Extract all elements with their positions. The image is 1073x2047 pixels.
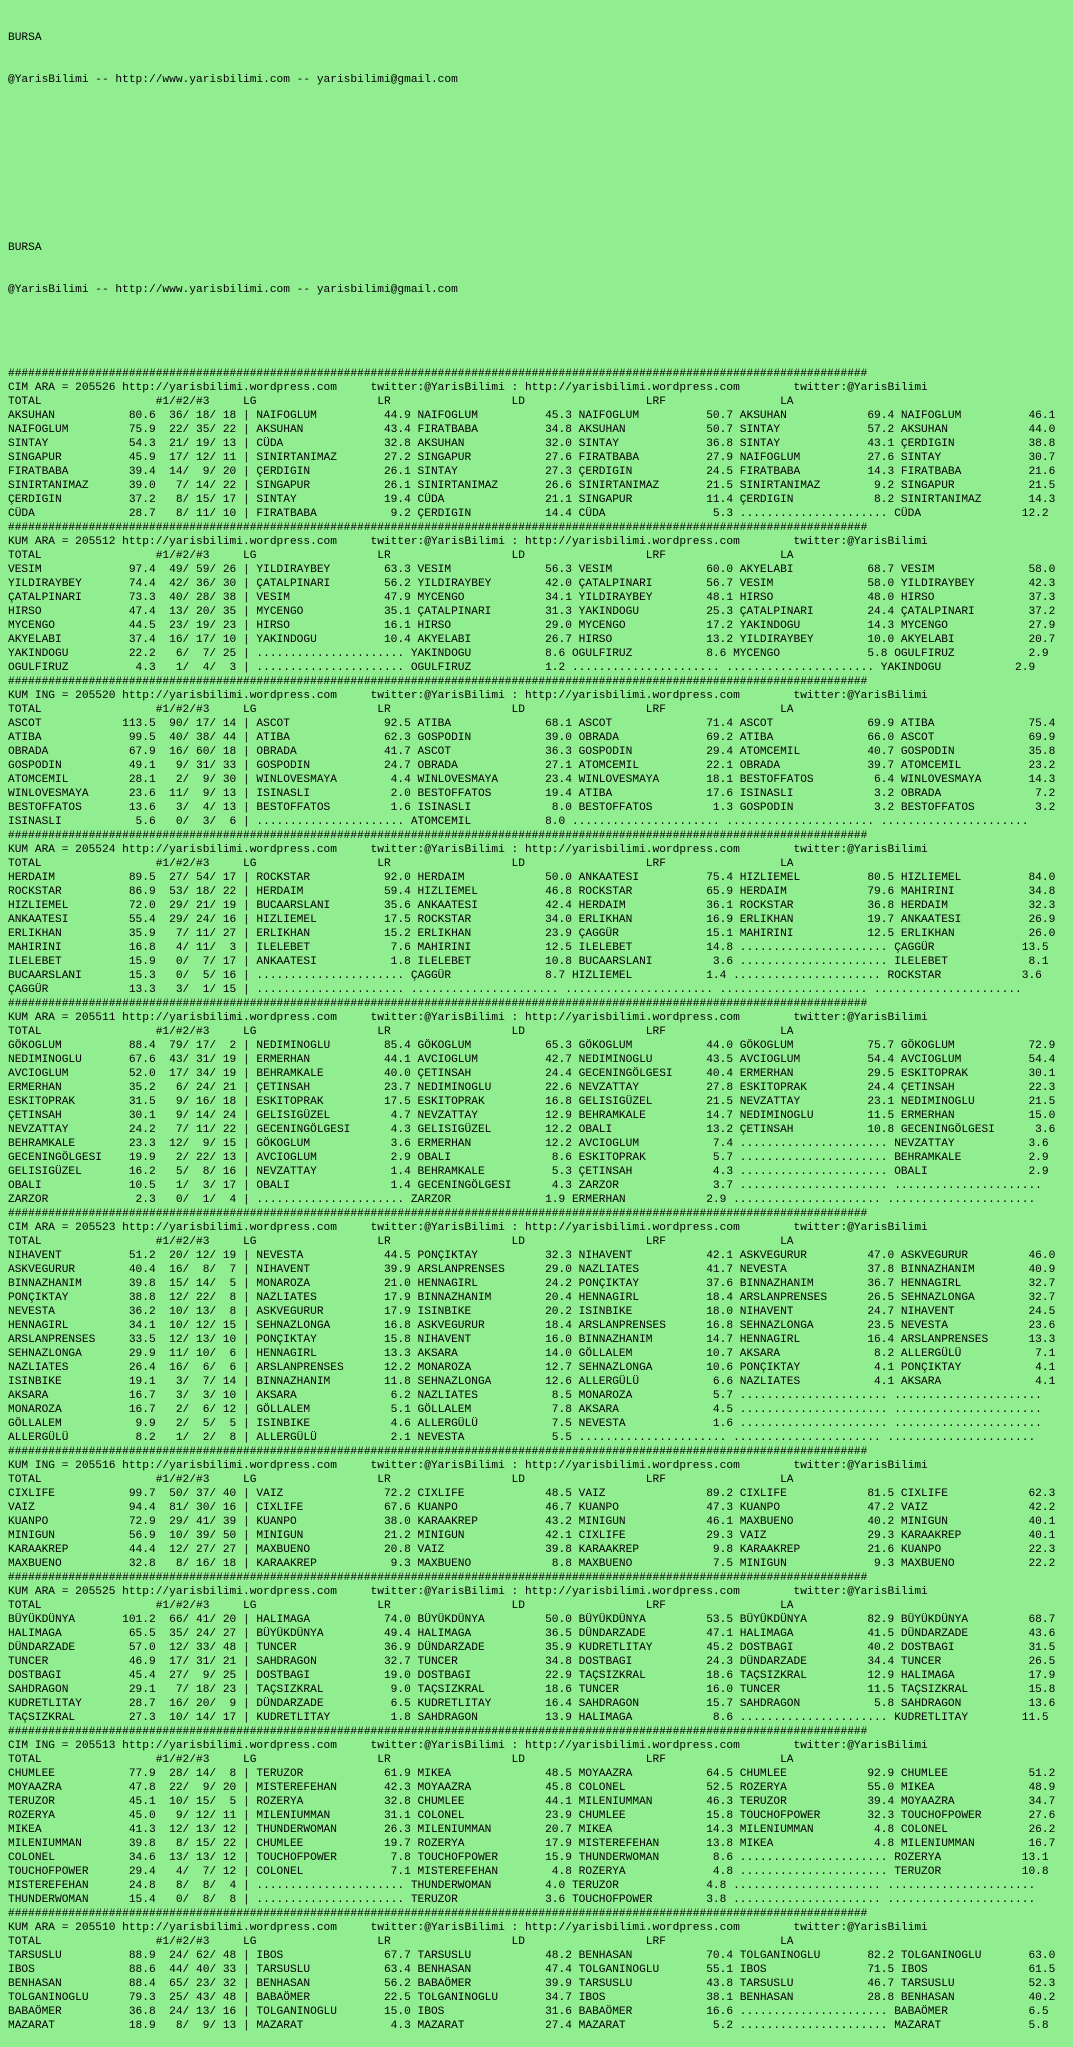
table-row: CHUMLEE 77.9 28/ 14/ 8 | TERUZOR 61.9 MIKEA 48.5 MOYAAZRA 64.5 CHUMLEE 92.9 CHUMLEE 51.2 bbox=[8, 1768, 1056, 1780]
table-row: FIRATBABA 39.4 14/ 9/ 20 | ÇERDIGIN 26.1 SINTAY 27.3 ÇERDIGIN 24.5 FIRATBABA 14.3 FIRATBABA 21.6 bbox=[8, 466, 1056, 478]
table-row: GÖKOGLUM 88.4 79/ 17/ 2 | NEDIMINOGLU 85.4 GÖKOGLUM 65.3 GÖKOGLUM 44.0 GÖKOGLUM 75.7 GÖKOGLUM 72.9 bbox=[8, 1040, 1056, 1052]
separator-line: ################################################################################################################################ bbox=[8, 522, 868, 534]
city-title: BURSA bbox=[8, 32, 42, 44]
table-row: HIRSO 47.4 13/ 20/ 35 | MYCENGO 35.1 ÇATALPINARI 31.3 YAKINDOGU 25.3 ÇATALPINARI 24.4 ÇATALPINARI 37.2 bbox=[8, 606, 1056, 618]
race-header: KUM ING = 205520 http://yarisbilimi.wordpress.com twitter:@YarisBilimi : http://yarisbilimi.wordpress.com twitter:@YarisBilimi bbox=[8, 690, 928, 702]
table-row: KUANPO 72.9 29/ 41/ 39 | KUANPO 38.0 KARAAKREP 43.2 MINIGUN 46.1 MAXBUENO 40.2 MINIGUN 40.1 bbox=[8, 1516, 1056, 1528]
race-header: KUM ING = 205516 http://yarisbilimi.wordpress.com twitter:@YarisBilimi : http://yarisbilimi.wordpress.com twitter:@YarisBilimi bbox=[8, 1460, 928, 1472]
table-row: OBALI 10.5 1/ 3/ 17 | OBALI 1.4 GECENINGÖLGESI 4.3 ZARZOR 3.7 ...................... ...................... bbox=[8, 1180, 1042, 1192]
table-row: BESTOFFATOS 13.6 3/ 4/ 13 | BESTOFFATOS 1.6 ISINASLI 8.0 BESTOFFATOS 1.3 GOSPODIN 3.2 BESTOFFATOS 3.2 bbox=[8, 802, 1056, 814]
table-row: CÜDA 28.7 8/ 11/ 10 | FIRATBABA 9.2 ÇERDIGIN 14.4 CÜDA 5.3 ...................... CÜDA 12.2 bbox=[8, 508, 1049, 520]
column-headers: TOTAL #1/#2/#3 LG LR LD LRF LA bbox=[8, 396, 794, 408]
table-row: AKSUHAN 80.6 36/ 18/ 18 | NAIFOGLUM 44.9 NAIFOGLUM 45.3 NAIFOGLUM 50.7 AKSUHAN 69.4 NAIFOGLUM 46.1 bbox=[8, 410, 1056, 422]
separator-line: ################################################################################################################################ bbox=[8, 1208, 868, 1220]
table-row: THUNDERWOMAN 15.4 0/ 8/ 8 | ...................... TERUZOR 3.6 TOUCHOFPOWER 3.8 ...................... ...................... bbox=[8, 1894, 1036, 1906]
table-row: KARAAKREP 44.4 12/ 27/ 27 | MAXBUENO 20.8 VAIZ 39.8 KARAAKREP 9.8 KARAAKREP 21.6 KUANPO 22.3 bbox=[8, 1544, 1056, 1556]
table-row: GOSPODIN 49.1 9/ 31/ 33 | GOSPODIN 24.7 OBRADA 27.1 ATOMCEMIL 22.1 OBRADA 39.7 ATOMCEMIL 23.2 bbox=[8, 760, 1056, 772]
separator-line: ################################################################################################################################ bbox=[8, 368, 868, 380]
table-row: ILELEBET 15.9 0/ 7/ 17 | ANKAATESI 1.8 ILELEBET 10.8 BUCAARSLANI 3.6 ...................... ILELEBET 8.1 bbox=[8, 956, 1049, 968]
table-row: AKSARA 16.7 3/ 3/ 10 | AKSARA 6.2 NAZLIATES 8.5 MONAROZA 5.7 ...................... ...................... bbox=[8, 1390, 1042, 1402]
column-headers: TOTAL #1/#2/#3 LG LR LD LRF LA bbox=[8, 1936, 794, 1948]
column-headers: TOTAL #1/#2/#3 LG LR LD LRF LA bbox=[8, 550, 794, 562]
column-headers: TOTAL #1/#2/#3 LG LR LD LRF LA bbox=[8, 1600, 794, 1612]
table-row: SINTAY 54.3 21/ 19/ 13 | CÜDA 32.8 AKSUHAN 32.0 SINTAY 36.8 SINTAY 43.1 ÇERDIGIN 38.8 bbox=[8, 438, 1056, 450]
table-row: ANKAATESI 55.4 29/ 24/ 16 | HIZLIEMEL 17.5 ROCKSTAR 34.0 ERLIKHAN 16.9 ERLIKHAN 19.7 ANKAATESI 26.9 bbox=[8, 914, 1056, 926]
table-row: ESKITOPRAK 31.5 9/ 16/ 18 | ESKITOPRAK 17.5 ESKITOPRAK 16.8 GELISIGÜZEL 21.5 NEVZATTAY 23.1 NEDIMINOGLU 21.5 bbox=[8, 1096, 1056, 1108]
race-header: CIM ARA = 205526 http://yarisbilimi.wordpress.com twitter:@YarisBilimi : http://yarisbilimi.wordpress.com twitter:@YarisBilimi bbox=[8, 382, 928, 394]
table-row: DOSTBAGI 45.4 27/ 9/ 25 | DOSTBAGI 19.0 DOSTBAGI 22.9 TAÇSIZKRAL 18.6 TAÇSIZKRAL 12.9 HALIMAGA 17.9 bbox=[8, 1670, 1056, 1682]
table-row: SEHNAZLONGA 29.9 11/ 10/ 6 | HENNAGIRL 13.3 AKSARA 14.0 GÖLLALEM 10.7 AKSARA 8.2 ALLERGÜLÜ 7.1 bbox=[8, 1348, 1056, 1360]
contact-line: @YarisBilimi -- http://www.yarisbilimi.com -- yarisbilimi@gmail.com bbox=[8, 284, 458, 296]
table-row: ISINASLI 5.6 0/ 3/ 6 | ...................... ATOMCEMIL 8.0 ...................... ...................... ...................... bbox=[8, 816, 1029, 828]
table-row: TOLGANINOGLU 79.3 25/ 43/ 48 | BABAÖMER 22.5 TOLGANINOGLU 34.7 IBOS 38.1 BENHASAN 28.8 BENHASAN 40.2 bbox=[8, 1992, 1056, 2004]
table-row: YILDIRAYBEY 74.4 42/ 36/ 30 | ÇATALPINARI 56.2 YILDIRAYBEY 42.0 ÇATALPINARI 56.7 VESIM 58.0 YILDIRAYBEY 42.3 bbox=[8, 578, 1056, 590]
table-row: HERDAIM 89.5 27/ 54/ 17 | ROCKSTAR 92.0 HERDAIM 50.0 ANKAATESI 75.4 HIZLIEMEL 80.5 HIZLIEMEL 84.0 bbox=[8, 872, 1056, 884]
spacer bbox=[8, 199, 1073, 213]
table-row: ERLIKHAN 35.9 7/ 11/ 27 | ERLIKHAN 15.2 ERLIKHAN 23.9 ÇAGGÜR 15.1 MAHIRINI 12.5 ERLIKHAN 26.0 bbox=[8, 928, 1056, 940]
table-row: TUNCER 46.9 17/ 31/ 21 | SAHDRAGON 32.7 TUNCER 34.8 DOSTBAGI 24.3 DÜNDARZADE 34.4 TUNCER 26.5 bbox=[8, 1656, 1056, 1668]
column-headers: TOTAL #1/#2/#3 LG LR LD LRF LA bbox=[8, 1026, 794, 1038]
table-row: ZARZOR 2.3 0/ 1/ 4 | ...................... ZARZOR 1.9 ERMERHAN 2.9 ...................... ...................... bbox=[8, 1194, 1036, 1206]
table-row: OGULFIRUZ 4.3 1/ 4/ 3 | ...................... OGULFIRUZ 1.2 ...................... ...................... YAKINDOGU 2.9 bbox=[8, 662, 1036, 674]
separator-line: ################################################################################################################################ bbox=[8, 1908, 868, 1920]
table-row: CIXLIFE 99.7 50/ 37/ 40 | VAIZ 72.2 CIXLIFE 48.5 VAIZ 89.2 CIXLIFE 81.5 CIXLIFE 62.3 bbox=[8, 1488, 1056, 1500]
table-row: BENHASAN 88.4 65/ 23/ 32 | BENHASAN 56.2 BABAÖMER 39.9 TARSUSLU 43.8 TARSUSLU 46.7 TARSUSLU 52.3 bbox=[8, 1978, 1056, 1990]
table-row: BINNAZHANIM 39.8 15/ 14/ 5 | MONAROZA 21.0 HENNAGIRL 24.2 PONÇIKTAY 37.6 BINNAZHANIM 36.7 HENNAGIRL 32.7 bbox=[8, 1278, 1056, 1290]
race-block bbox=[8, 521, 1073, 675]
table-row: GELISIGÜZEL 16.2 5/ 8/ 16 | NEVZATTAY 1.4 BEHRAMKALE 5.3 ÇETINSAH 4.3 ...................... OBALI 2.9 bbox=[8, 1166, 1049, 1178]
table-row: ÇERDIGIN 37.2 8/ 15/ 17 | SINTAY 19.4 CÜDA 21.1 SINGAPUR 11.4 ÇERDIGIN 8.2 SINIRTANIMAZ 14.3 bbox=[8, 494, 1056, 506]
table-row: ASCOT 113.5 90/ 17/ 14 | ASCOT 92.5 ATIBA 68.1 ASCOT 71.4 ASCOT 69.9 ATIBA 75.4 bbox=[8, 718, 1056, 730]
separator-line: ################################################################################################################################ bbox=[8, 1726, 868, 1738]
separator-line: ################################################################################################################################ bbox=[8, 830, 868, 842]
table-row: ALLERGÜLÜ 8.2 1/ 2/ 8 | ALLERGÜLÜ 2.1 NEVESTA 5.5 ...................... ...................... ...................... bbox=[8, 1432, 1036, 1444]
table-row: HALIMAGA 65.5 35/ 24/ 27 | BÜYÜKDÜNYA 49.4 HALIMAGA 36.5 DÜNDARZADE 47.1 HALIMAGA 41.5 DÜNDARZADE 43.6 bbox=[8, 1628, 1056, 1640]
race-block bbox=[8, 675, 1073, 829]
spacer bbox=[8, 115, 1073, 129]
table-row: ÇATALPINARI 73.3 40/ 28/ 38 | VESIM 47.9 MYCENGO 34.1 YILDIRAYBEY 48.1 HIRSO 48.0 HIRSO 37.3 bbox=[8, 592, 1056, 604]
race-header: KUM ARA = 205512 http://yarisbilimi.wordpress.com twitter:@YarisBilimi : http://yarisbilimi.wordpress.com twitter:@YarisBilimi bbox=[8, 536, 928, 548]
race-block bbox=[8, 1907, 1073, 2033]
table-row: ÇETINSAH 30.1 9/ 14/ 24 | GELISIGÜZEL 4.7 NEVZATTAY 12.9 BEHRAMKALE 14.7 NEDIMINOGLU 11.5 ERMERHAN 15.0 bbox=[8, 1110, 1056, 1122]
table-row: TAÇSIZKRAL 27.3 10/ 14/ 17 | KUDRETLITAY 1.8 SAHDRAGON 13.9 HALIMAGA 8.6 ...................... KUDRETLITAY 11.5 bbox=[8, 1712, 1049, 1724]
column-headers: TOTAL #1/#2/#3 LG LR LD LRF LA bbox=[8, 1754, 794, 1766]
table-row: ARSLANPRENSES 33.5 12/ 13/ 10 | PONÇIKTAY 15.8 NIHAVENT 16.0 BINNAZHANIM 14.7 HENNAGIRL 16.4 ARSLANPRENSES 13.3 bbox=[8, 1334, 1056, 1346]
race-block bbox=[8, 1571, 1073, 1725]
race-block bbox=[8, 1725, 1073, 1907]
table-row: AVCIOGLUM 52.0 17/ 34/ 19 | BEHRAMKALE 40.0 ÇETINSAH 24.4 GECENINGÖLGESI 40.4 ERMERHAN 29.5 ESKITOPRAK 30.1 bbox=[8, 1068, 1056, 1080]
table-row: MAXBUENO 32.8 8/ 16/ 18 | KARAAKREP 9.3 MAXBUENO 8.8 MAXBUENO 7.5 MINIGUN 9.3 MAXBUENO 22.2 bbox=[8, 1558, 1056, 1570]
table-row: VESIM 97.4 49/ 59/ 26 | YILDIRAYBEY 63.3 VESIM 56.3 VESIM 60.0 AKYELABI 68.7 VESIM 58.0 bbox=[8, 564, 1056, 576]
race-header: KUM ARA = 205525 http://yarisbilimi.wordpress.com twitter:@YarisBilimi : http://yarisbilimi.wordpress.com twitter:@YarisBilimi bbox=[8, 1586, 928, 1598]
table-row: GÖLLALEM 9.9 2/ 5/ 5 | ISINBIKE 4.6 ALLERGÜLÜ 7.5 NEVESTA 1.6 ...................... ...................... bbox=[8, 1418, 1042, 1430]
table-row: NIHAVENT 51.2 20/ 12/ 19 | NEVESTA 44.5 PONÇIKTAY 32.3 NIHAVENT 42.1 ASKVEGURUR 47.0 ASKVEGURUR 46.0 bbox=[8, 1250, 1056, 1262]
table-row: VAIZ 94.4 81/ 30/ 16 | CIXLIFE 67.6 KUANPO 46.7 KUANPO 47.3 KUANPO 47.2 VAIZ 42.2 bbox=[8, 1502, 1056, 1514]
table-row: NEVESTA 36.2 10/ 13/ 8 | ASKVEGURUR 17.9 ISINBIKE 20.2 ISINBIKE 18.0 NIHAVENT 24.7 NIHAVENT 24.5 bbox=[8, 1306, 1056, 1318]
table-row: BÜYÜKDÜNYA 101.2 66/ 41/ 20 | HALIMAGA 74.0 BÜYÜKDÜNYA 50.0 BÜYÜKDÜNYA 53.5 BÜYÜKDÜNYA 82.9 BÜYÜKDÜNYA 68.7 bbox=[8, 1614, 1056, 1626]
separator-line: ################################################################################################################################ bbox=[8, 1572, 868, 1584]
race-header: KUM ARA = 205510 http://yarisbilimi.wordpress.com twitter:@YarisBilimi : http://yarisbilimi.wordpress.com twitter:@YarisBilimi bbox=[8, 1922, 928, 1934]
table-row: ÇAGGÜR 13.3 3/ 1/ 15 | ...................... ...................... ...................... ...................... ...................... bbox=[8, 984, 1022, 996]
table-row: COLONEL 34.6 13/ 13/ 12 | TOUCHOFPOWER 7.8 TOUCHOFPOWER 15.9 THUNDERWOMAN 8.6 ...................... ROZERYA 13.1 bbox=[8, 1852, 1049, 1864]
separator-line: ################################################################################################################################ bbox=[8, 998, 868, 1010]
race-header: CIM ING = 205513 http://yarisbilimi.wordpress.com twitter:@YarisBilimi : http://yarisbilimi.wordpress.com twitter:@YarisBilimi bbox=[8, 1740, 928, 1752]
table-row: SINIRTANIMAZ 39.0 7/ 14/ 22 | SINGAPUR 26.1 SINIRTANIMAZ 26.6 SINIRTANIMAZ 21.5 SINIRTANIMAZ 9.2 SINGAPUR 21.5 bbox=[8, 480, 1056, 492]
column-headers: TOTAL #1/#2/#3 LG LR LD LRF LA bbox=[8, 1474, 794, 1486]
table-row: ATOMCEMIL 28.1 2/ 9/ 30 | WINLOVESMAYA 4.4 WINLOVESMAYA 23.4 WINLOVESMAYA 18.1 BESTOFFATOS 6.4 WINLOVESMAYA 14.3 bbox=[8, 774, 1056, 786]
table-row: MONAROZA 16.7 2/ 6/ 12 | GÖLLALEM 5.1 GÖLLALEM 7.8 AKSARA 4.5 ...................... ...................... bbox=[8, 1404, 1042, 1416]
table-row: TARSUSLU 88.9 24/ 62/ 48 | IBOS 67.7 TARSUSLU 48.2 BENHASAN 70.4 TOLGANINOGLU 82.2 TOLGANINOGLU 63.0 bbox=[8, 1950, 1056, 1962]
race-block bbox=[8, 829, 1073, 997]
table-row: MIKEA 41.3 12/ 13/ 12 | THUNDERWOMAN 26.3 MILENIUMMAN 20.7 MIKEA 14.3 MILENIUMMAN 4.8 COLONEL 26.2 bbox=[8, 1824, 1056, 1836]
table-row: MINIGUN 56.9 10/ 39/ 50 | MINIGUN 21.2 MINIGUN 42.1 CIXLIFE 29.3 VAIZ 29.3 KARAAKREP 40.1 bbox=[8, 1530, 1056, 1542]
column-headers: TOTAL #1/#2/#3 LG LR LD LRF LA bbox=[8, 1236, 794, 1248]
table-row: MISTEREFEHAN 24.8 8/ 8/ 4 | ...................... THUNDERWOMAN 4.0 TERUZOR 4.8 ...................... ...................... bbox=[8, 1880, 1036, 1892]
table-row: MYCENGO 44.5 23/ 19/ 23 | HIRSO 16.1 HIRSO 29.0 MYCENGO 17.2 YAKINDOGU 14.3 MYCENGO 27.9 bbox=[8, 620, 1056, 632]
table-row: HENNAGIRL 34.1 10/ 12/ 15 | SEHNAZLONGA 16.8 ASKVEGURUR 18.4 ARSLANPRENSES 16.8 SEHNAZLONGA 23.5 NEVESTA 23.6 bbox=[8, 1320, 1056, 1332]
table-row: MOYAAZRA 47.8 22/ 9/ 20 | MISTEREFEHAN 42.3 MOYAAZRA 45.8 COLONEL 52.5 ROZERYA 55.0 MIKEA 48.9 bbox=[8, 1782, 1056, 1794]
table-row: PONÇIKTAY 38.8 12/ 22/ 8 | NAZLIATES 17.9 BINNAZHANIM 20.4 HENNAGIRL 18.4 ARSLANPRENSES 26.5 SEHNAZLONGA 32.7 bbox=[8, 1292, 1056, 1304]
table-row: MILENIUMMAN 39.8 8/ 15/ 22 | CHUMLEE 19.7 ROZERYA 17.9 MISTEREFEHAN 13.8 MIKEA 4.8 MILENIUMMAN 16.7 bbox=[8, 1838, 1056, 1850]
table-row: AKYELABI 37.4 16/ 17/ 10 | YAKINDOGU 10.4 AKYELABI 26.7 HIRSO 13.2 YILDIRAYBEY 10.0 AKYELABI 20.7 bbox=[8, 634, 1056, 646]
table-row: MAZARAT 18.9 8/ 9/ 13 | MAZARAT 4.3 MAZARAT 27.4 MAZARAT 5.2 ...................... MAZARAT 5.8 bbox=[8, 2020, 1049, 2032]
table-row: OBRADA 67.9 16/ 60/ 18 | OBRADA 41.7 ASCOT 36.3 GOSPODIN 29.4 ATOMCEMIL 40.7 GOSPODIN 35.8 bbox=[8, 746, 1056, 758]
contact-line: @YarisBilimi -- http://www.yarisbilimi.com -- yarisbilimi@gmail.com bbox=[8, 74, 458, 86]
race-block bbox=[8, 1207, 1073, 1445]
city-title: BURSA bbox=[8, 242, 42, 254]
table-row: IBOS 88.6 44/ 40/ 33 | TARSUSLU 63.4 BENHASAN 47.4 TOLGANINOGLU 55.1 IBOS 71.5 IBOS 61.5 bbox=[8, 1964, 1056, 1976]
table-row: BUCAARSLANI 15.3 0/ 5/ 16 | ...................... ÇAGGÜR 8.7 HIZLIEMEL 1.4 ...................... ROCKSTAR 3.6 bbox=[8, 970, 1042, 982]
table-row: DÜNDARZADE 57.0 12/ 33/ 48 | TUNCER 36.9 DÜNDARZADE 35.9 KUDRETLITAY 45.2 DOSTBAGI 40.2 DOSTBAGI 31.5 bbox=[8, 1642, 1056, 1654]
table-row: ISINBIKE 19.1 3/ 7/ 14 | BINNAZHANIM 11.8 SEHNAZLONGA 12.6 ALLERGÜLÜ 6.6 NAZLIATES 4.1 AKSARA 4.1 bbox=[8, 1376, 1056, 1388]
table-row: SINGAPUR 45.9 17/ 12/ 11 | SINIRTANIMAZ 27.2 SINGAPUR 27.6 FIRATBABA 27.9 NAIFOGLUM 27.6 SINTAY 30.7 bbox=[8, 452, 1056, 464]
spacer bbox=[8, 157, 1073, 171]
table-row: TOUCHOFPOWER 29.4 4/ 7/ 12 | COLONEL 7.1 MISTEREFEHAN 4.8 ROZERYA 4.8 ...................... TERUZOR 10.8 bbox=[8, 1866, 1049, 1878]
race-header: KUM ARA = 205524 http://yarisbilimi.wordpress.com twitter:@YarisBilimi : http://yarisbilimi.wordpress.com twitter:@YarisBilimi bbox=[8, 844, 928, 856]
table-row: NAIFOGLUM 75.9 22/ 35/ 22 | AKSUHAN 43.4 FIRATBABA 34.8 AKSUHAN 50.7 SINTAY 57.2 AKSUHAN 44.0 bbox=[8, 424, 1056, 436]
table-row: ERMERHAN 35.2 6/ 24/ 21 | ÇETINSAH 23.7 NEDIMINOGLU 22.6 NEVZATTAY 27.8 ESKITOPRAK 24.4 ÇETINSAH 22.3 bbox=[8, 1082, 1056, 1094]
separator-line: ################################################################################################################################ bbox=[8, 1446, 868, 1458]
spacer bbox=[8, 325, 1073, 339]
table-row: HIZLIEMEL 72.0 29/ 21/ 19 | BUCAARSLANI 35.6 ANKAATESI 42.4 HERDAIM 36.1 ROCKSTAR 36.8 HERDAIM 32.3 bbox=[8, 900, 1056, 912]
race-block bbox=[8, 997, 1073, 1207]
race-sections bbox=[8, 367, 1073, 2033]
table-row: SAHDRAGON 29.1 7/ 18/ 23 | TAÇSIZKRAL 9.0 TAÇSIZKRAL 18.6 TUNCER 16.0 TUNCER 11.5 TAÇSIZKRAL 15.8 bbox=[8, 1684, 1056, 1696]
table-row: ROZERYA 45.0 9/ 12/ 11 | MILENIUMMAN 31.1 COLONEL 23.9 CHUMLEE 15.8 TOUCHOFPOWER 32.3 TOUCHOFPOWER 27.6 bbox=[8, 1810, 1056, 1822]
column-headers: TOTAL #1/#2/#3 LG LR LD LRF LA bbox=[8, 858, 794, 870]
table-row: MAHIRINI 16.8 4/ 11/ 3 | ILELEBET 7.6 MAHIRINI 12.5 ILELEBET 14.8 ...................... ÇAGGÜR 13.5 bbox=[8, 942, 1049, 954]
table-row: ROCKSTAR 86.9 53/ 18/ 22 | HERDAIM 59.4 HIZLIEMEL 46.8 ROCKSTAR 65.9 HERDAIM 79.6 MAHIRINI 34.8 bbox=[8, 886, 1056, 898]
table-row: TERUZOR 45.1 10/ 15/ 5 | ROZERYA 32.8 CHUMLEE 44.1 MILENIUMMAN 46.3 TERUZOR 39.4 MOYAAZRA 34.7 bbox=[8, 1796, 1056, 1808]
table-row: GECENINGÖLGESI 19.9 2/ 22/ 13 | AVCIOGLUM 2.9 OBALI 8.6 ESKITOPRAK 5.7 ...................... BEHRAMKALE 2.9 bbox=[8, 1152, 1049, 1164]
table-row: ATIBA 99.5 40/ 38/ 44 | ATIBA 62.3 GOSPODIN 39.0 OBRADA 69.2 ATIBA 66.0 ASCOT 69.9 bbox=[8, 732, 1056, 744]
table-row: NEVZATTAY 24.2 7/ 11/ 22 | GECENINGÖLGESI 4.3 GELISIGÜZEL 12.2 OBALI 13.2 ÇETINSAH 10.8 GECENINGÖLGESI 3.6 bbox=[8, 1124, 1056, 1136]
table-row: BABAÖMER 36.8 24/ 13/ 16 | TOLGANINOGLU 15.0 IBOS 31.6 BABAÖMER 16.6 ...................... BABAÖMER 6.5 bbox=[8, 2006, 1049, 2018]
table-row: KUDRETLITAY 28.7 16/ 20/ 9 | DÜNDARZADE 6.5 KUDRETLITAY 16.4 SAHDRAGON 15.7 SAHDRAGON 5.8 SAHDRAGON 13.6 bbox=[8, 1698, 1056, 1710]
race-block bbox=[8, 367, 1073, 521]
table-row: ASKVEGURUR 40.4 16/ 8/ 7 | NIHAVENT 39.9 ARSLANPRENSES 29.0 NAZLIATES 41.7 NEVESTA 37.8 BINNAZHANIM 40.9 bbox=[8, 1264, 1056, 1276]
table-row: BEHRAMKALE 23.3 12/ 9/ 15 | GÖKOGLUM 3.6 ERMERHAN 12.2 AVCIOGLUM 7.4 ...................... NEVZATTAY 3.6 bbox=[8, 1138, 1049, 1150]
separator-line: ################################################################################################################################ bbox=[8, 676, 868, 688]
race-header: KUM ARA = 205511 http://yarisbilimi.wordpress.com twitter:@YarisBilimi : http://yarisbilimi.wordpress.com twitter:@YarisBilimi bbox=[8, 1012, 928, 1024]
table-row: NAZLIATES 26.4 16/ 6/ 6 | ARSLANPRENSES 12.2 MONAROZA 12.7 SEHNAZLONGA 10.6 PONÇIKTAY 4.1 PONÇIKTAY 4.1 bbox=[8, 1362, 1056, 1374]
column-headers: TOTAL #1/#2/#3 LG LR LD LRF LA bbox=[8, 704, 794, 716]
table-row: WINLOVESMAYA 23.6 11/ 9/ 13 | ISINASLI 2.0 BESTOFFATOS 19.4 ATIBA 17.6 ISINASLI 3.2 OBRADA 7.2 bbox=[8, 788, 1056, 800]
table-row: NEDIMINOGLU 67.6 43/ 31/ 19 | ERMERHAN 44.1 AVCIOGLUM 42.7 NEDIMINOGLU 43.5 AVCIOGLUM 54.4 AVCIOGLUM 54.4 bbox=[8, 1054, 1056, 1066]
race-block bbox=[8, 1445, 1073, 1571]
table-row: YAKINDOGU 22.2 6/ 7/ 25 | ...................... YAKINDOGU 8.6 OGULFIRUZ 8.6 MYCENGO 5.8 OGULFIRUZ 2.9 bbox=[8, 648, 1049, 660]
race-header: CIM ARA = 205523 http://yarisbilimi.wordpress.com twitter:@YarisBilimi : http://yarisbilimi.wordpress.com twitter:@YarisBilimi bbox=[8, 1222, 928, 1234]
